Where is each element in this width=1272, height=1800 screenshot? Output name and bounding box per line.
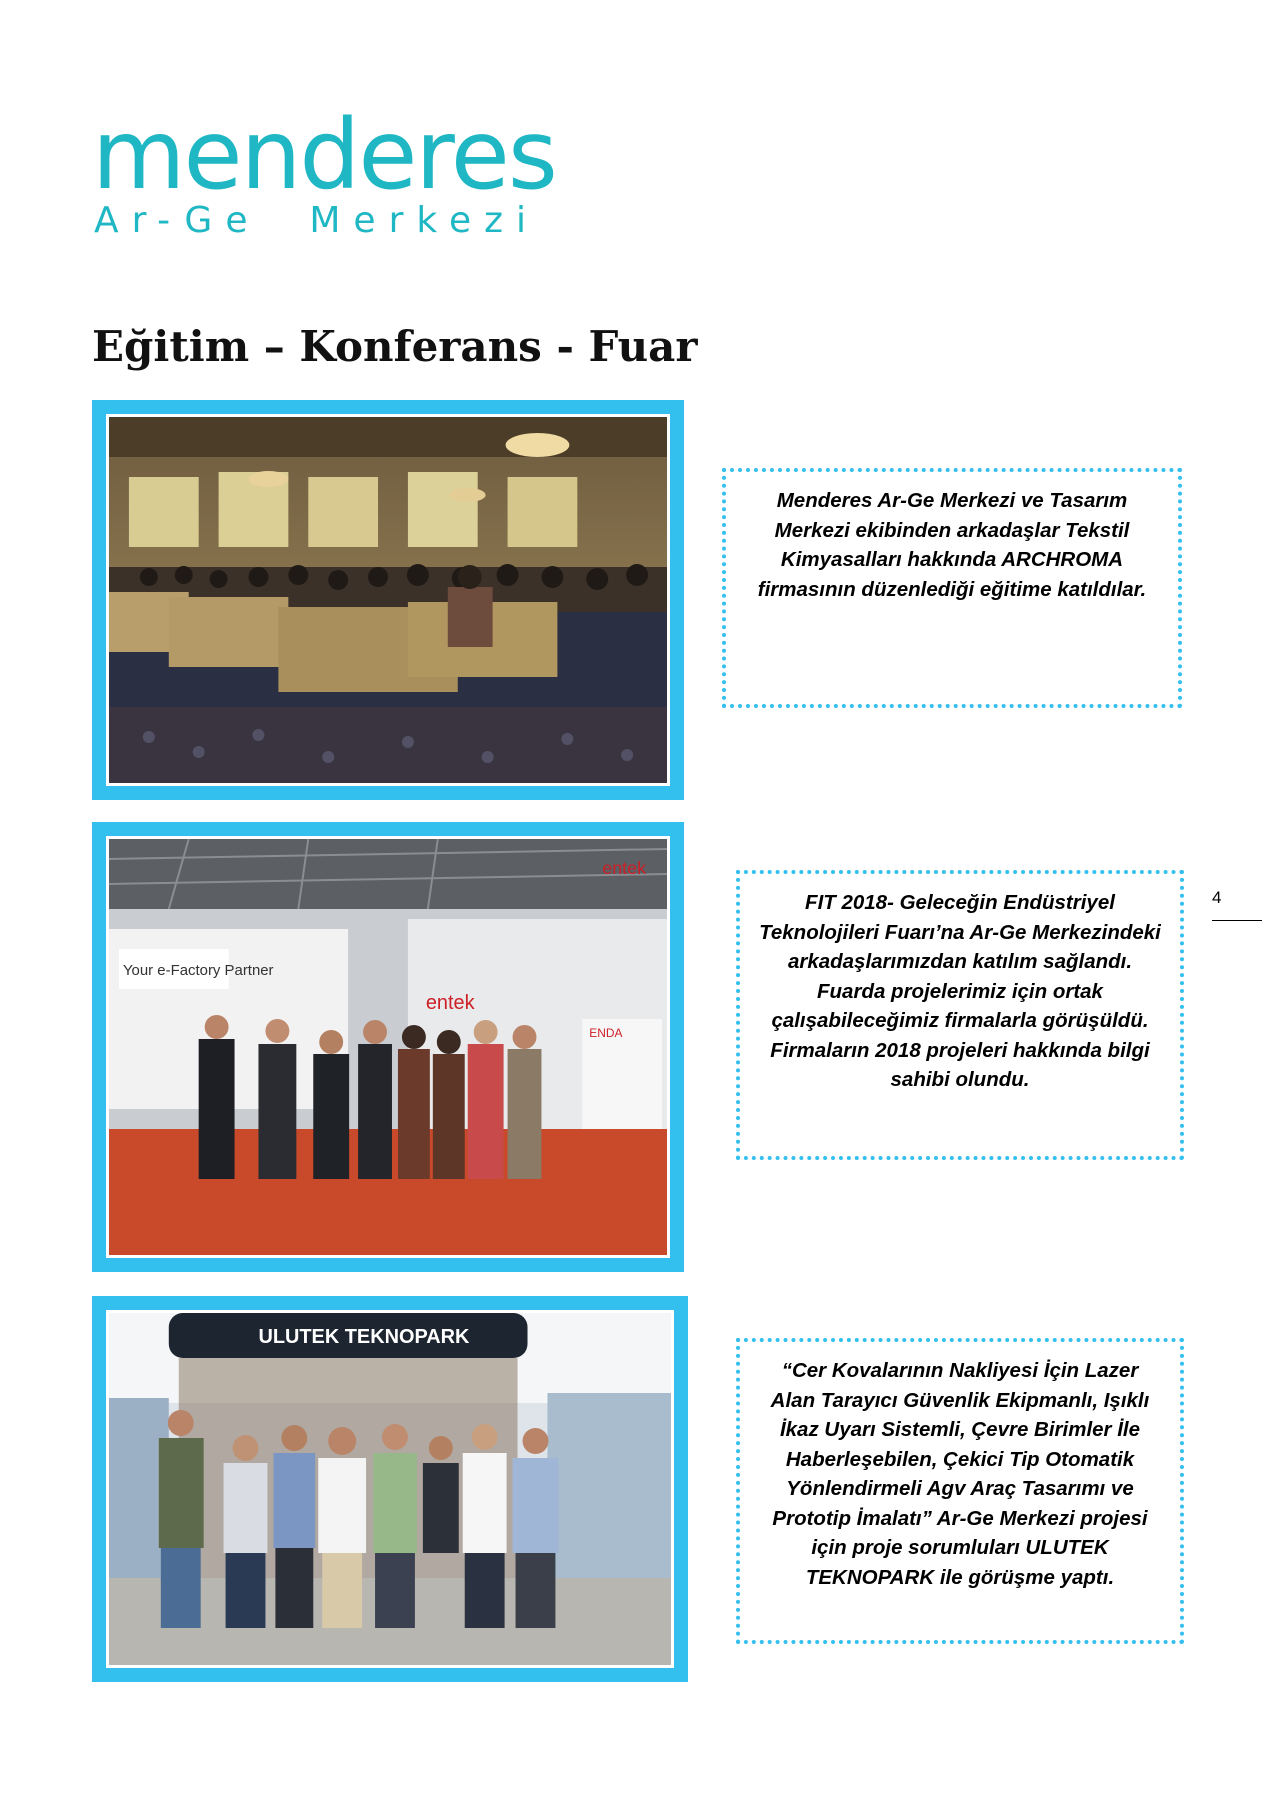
sign-entek: entek: [425, 991, 475, 1015]
page-title: Eğitim – Konferans - Fuar: [92, 322, 698, 371]
caption-fair: FIT 2018- Geleceğin Endüstriyel Teknolojileri Fuarı’na Ar-Ge Merkezindeki arkadaşlarımızdan katılım sağlandı. Fuarda projelerimiz için ortak çalışabileceğimiz firmalarla görüşüldü. Firmaların 2018 projeleri hakkında bilgi sahibi olundu.: [759, 891, 1161, 1091]
caption-training: Menderes Ar-Ge Merkezi ve Tasarım Merkezi ekibinden arkadaşlar Tekstil Kimyasalları hakkında ARCHROMA firmasının düzenlediği eğitime katıldılar.: [757, 489, 1147, 601]
menderes-logo: [92, 99, 556, 245]
sign-efactory: Your e-Factory Partner: [122, 961, 274, 980]
caption-teknopark: “Cer Kovalarının Nakliyesi İçin Lazer Alan Tarayıcı Güvenlik Ekipmanlı, Işıklı İkaz Uyarı Sistemli, Çevre Birimler İle Haberleşebilen, Çekici Tip Otomatik Yönlendirmeli Agv Araç Tasarımı ve Prototip İmalatı” Ar-Ge Merkezi projesi için proje sorumluları ULUTEK TEKNOPARK ile görüşme yaptı.: [770, 1359, 1150, 1589]
caption-box-fair: [736, 870, 1184, 1160]
sign-enda: ENDA: [589, 1025, 623, 1041]
caption-box-training: [722, 468, 1182, 708]
photo-frame-fair: [92, 822, 684, 1272]
teknopark-group-photo: [106, 1310, 674, 1668]
photo-frame-teknopark: [92, 1296, 688, 1682]
caption-box-teknopark: [736, 1338, 1184, 1644]
logo-wordmark: menderes: [92, 99, 556, 211]
conference-room-photo: [106, 414, 670, 786]
sign-teknopark: ULUTEK TEKNOPARK: [258, 1325, 470, 1349]
page-number-rule: [1212, 920, 1262, 921]
page-number: 4: [1212, 888, 1222, 907]
photo-frame-conference: [92, 400, 684, 800]
trade-fair-photo: [106, 836, 670, 1258]
sign-entek-top: entek: [602, 857, 647, 879]
logo-subtitle: Ar-Ge Merkezi: [94, 200, 539, 241]
